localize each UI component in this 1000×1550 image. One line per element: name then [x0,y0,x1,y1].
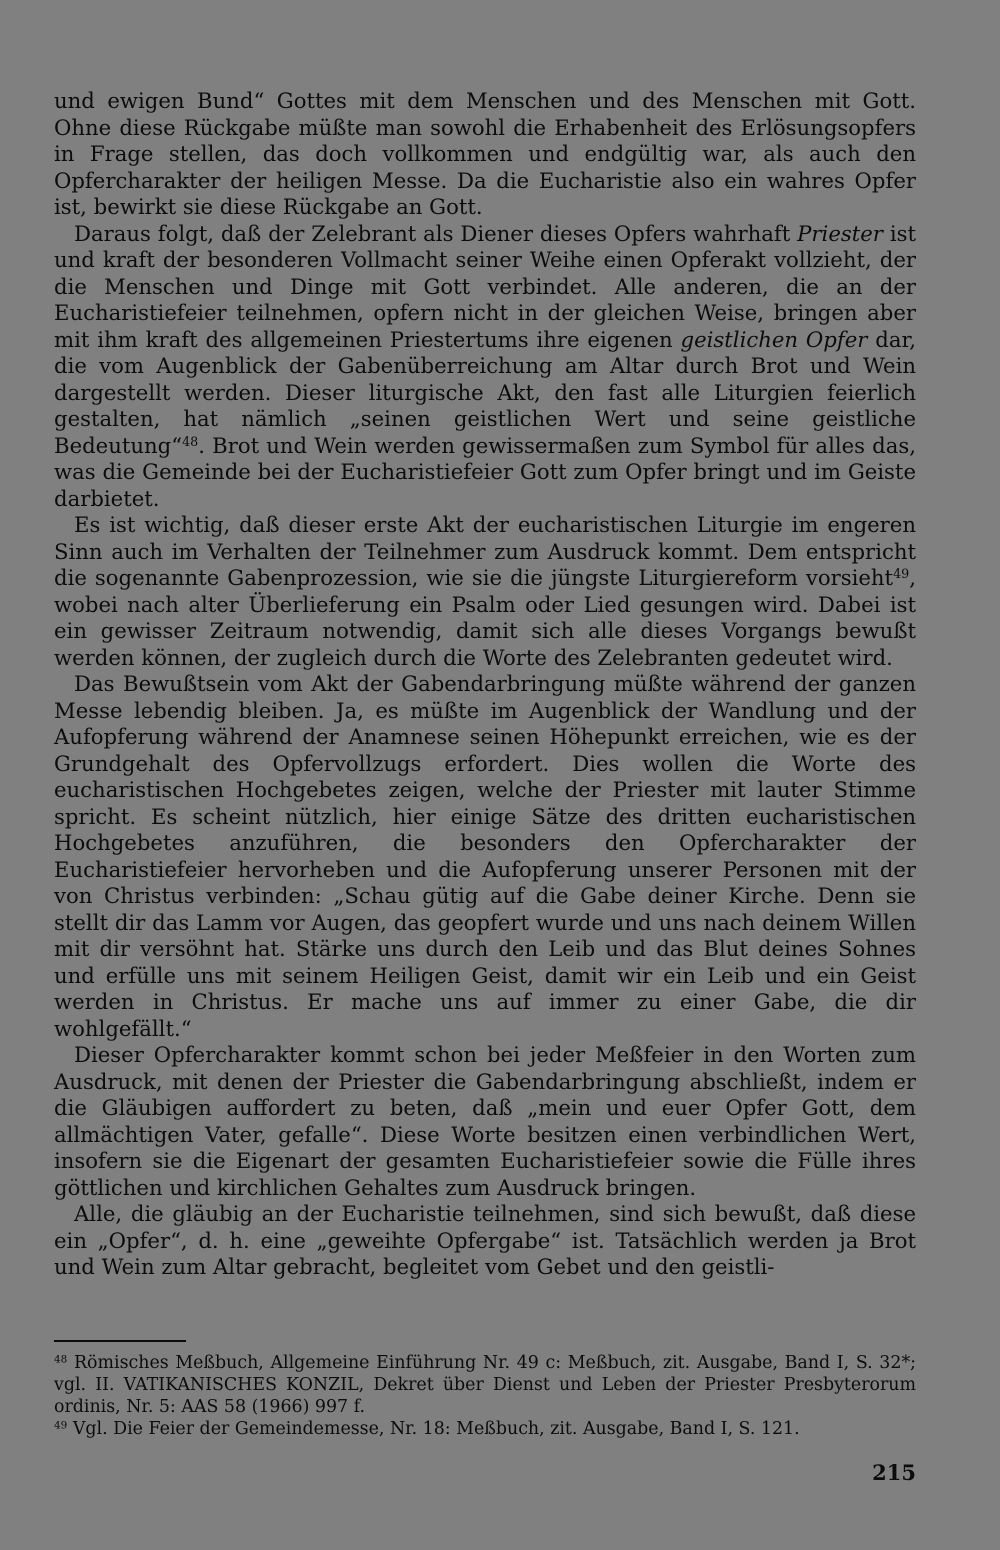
text-run: Es ist wichtig, daß dieser erste Akt der eucharistischen Liturgie im engeren Sinn auch im Verhalten der Teilnehmer zum Ausdruck kommt. Dem entspricht die sogenannte Gabenprozession, wie sie die jüngste Liturgiereform vorsieht [54,512,916,590]
paragraph [54,1201,916,1281]
paragraph [54,671,916,1042]
text-run: ist und kraft der besonderen Vollmacht seiner Weihe einen Opferakt vollzieht, der die Menschen und Dinge mit Gott verbindet. Alle anderen, die an der Eucharistiefeier teilnehmen, opfern nicht in der gleichen Weise, bringen aber mit ihm kraft des allgemeinen Priestertums ihre eigenen [54,220,916,352]
footnote-text: Römisches Meßbuch, Allgemeine Einführung Nr. 49 c: Meßbuch, zit. Ausgabe, Band I, S. 32*; vgl. II. VATIKANISCHES KONZIL, Dekret über Dienst und Leben der Priester Presbyterorum ordinis, Nr. 5: AAS 58 (1966) 997 f. [54,1353,916,1417]
paragraph [54,221,916,513]
footnote-separator [54,1340,186,1342]
footnote [54,1352,916,1418]
footnote-ref: 49 [893,566,910,582]
text-run: Alle, die gläubig an der Eucharistie teilnehmen, sind sich bewußt, daß diese ein „Opfer“, d. h. eine „geweihte Opfergabe“ ist. Tatsächlich werden ja Brot und Wein zum Altar gebracht, begleitet vom Gebet und den geistli- [54,1201,916,1279]
footnote-text: Vgl. Die Feier der Gemeindemesse, Nr. 18: Meßbuch, zit. Ausgabe, Band I, S. 121. [67,1419,800,1439]
text-run: und ewigen Bund“ Gottes mit dem Menschen und des Menschen mit Gott. Ohne diese Rückgabe müßte man sowohl die Erhabenheit des Erlösungsopfers in Frage stellen, das doch vollkommen und endgültig war, als auch den Opfercharakter der heiligen Messe. Da die Eucharistie also ein wahres Opfer ist, bewirkt sie diese Rückgabe an Gott. [54,88,916,219]
text-run: dar, die vom Augenblick der Gabenüberreichung am Altar durch Brot und Wein dargestellt werden. Dieser liturgische Akt, den fast alle Liturgien feierlich gestalten, hat nämlich „seinen geistlichen Wert und seine geistliche Bedeutung“ [54,326,916,458]
text-run: Daraus folgt, daß der Zelebrant als Diener dieses Opfers wahrhaft [74,220,798,246]
text-run: Dieser Opfercharakter kommt schon bei jeder Meßfeier in den Worten zum Ausdruck, mit denen der Priester die Gabendarbringung abschließt, indem er die Gläubigen auffordert zu beten, daß „mein und euer Opfer Gott, dem allmächtigen Vater, gefalle“. Diese Worte besitzen einen verbindlichen Wert, insofern sie die Eigenart der gesamten Eucharistiefeier sowie die Fülle ihres göttlichen und kirchlichen Gehaltes zum Ausdruck bringen. [54,1042,916,1200]
text-run: Das Bewußtsein vom Akt der Gabendarbringung müßte während der ganzen Messe lebendig bleiben. Ja, es müßte im Augenblick der Wandlung und der Aufopferung während der Anamnese seinen Höhepunkt erreichen, wie es der Grundgehalt des Opfervollzugs erfordert. Dies wollen die Worte des eucharistischen Hochgebetes zeigen, welche der Priester mit lauter Stimme spricht. Es scheint nützlich, hier einige Sätze des dritten eucharistischen Hochgebetes anzuführen, die besonders den Opfercharakter der Eucharistiefeier hervorheben und die Aufopferung unserer Personen mit der von Christus verbinden: „Schau gütig auf die Gabe deiner Kirche. Denn sie stellt dir das Lamm vor Augen, das geopfert wurde und uns nach deinem Willen mit dir versöhnt hat. Stärke uns durch den Leib und das Blut deines Sohnes und erfülle uns mit seinem Heiligen Geist, damit wir ein Leib und ein Geist werden in Christus. Er mache uns auf immer zu einer Gabe, die dir wohlgefällt.“ [54,671,916,1041]
footnote [54,1418,916,1440]
paragraph [54,1042,916,1201]
footnote-number: 49 [54,1419,68,1432]
text-run: . Brot und Wein werden gewissermaßen zum Symbol für alles das, was die Gemeinde bei der Eucharistiefeier Gott zum Opfer bringt und im Geiste darbietet. [54,432,916,511]
footnotes [54,1352,916,1440]
text-run: , wobei nach alter Überlieferung ein Psalm oder Lied gesungen wird. Dabei ist ein gewisser Zeitraum notwendig, damit sich alle dieses Vorgangs bewußt werden können, der zugleich durch die Worte des Zelebranten gedeutet wird. [54,565,916,670]
footnote-number: 48 [54,1353,68,1366]
emphasis: geistlichen Opfer [680,326,868,352]
body-text [54,88,916,1281]
page-number: 215 [872,1460,916,1485]
paragraph [54,512,916,671]
emphasis: Priester [797,220,883,246]
footnote-ref: 48 [182,433,199,449]
paragraph [54,88,916,221]
